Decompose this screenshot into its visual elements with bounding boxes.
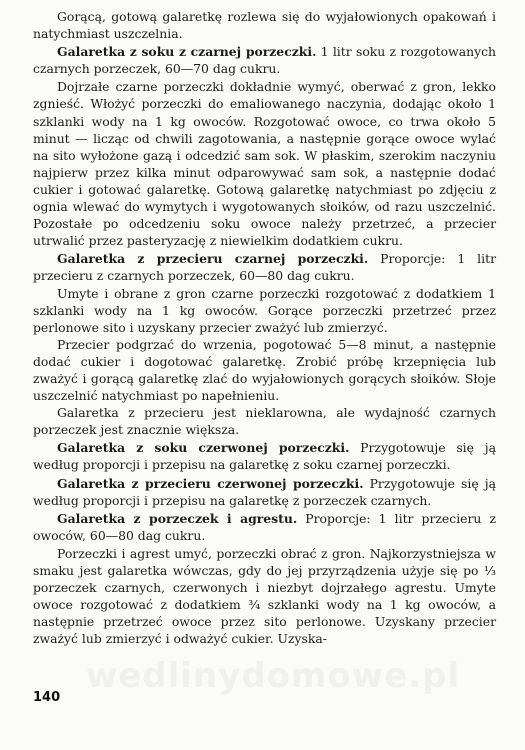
recipe-title: Galaretka z porzeczek i agrestu.	[57, 510, 298, 526]
recipe-proportions: Proporcje: 1 litr przecieru z czarnych porzeczek, 60—80 dag cukru.	[33, 251, 496, 284]
recipe-text: Przygotowuje się ją według proporcji i przepisu na galaretkę z soku czarnej porzeczki.	[33, 440, 496, 473]
page-body	[33, 8, 496, 647]
recipe-text: Przygotowuje się ją według proporcji i przepisu na galaretkę z porzeczek czarnych.	[33, 475, 496, 508]
recipe-black-currant-juice-jelly	[33, 43, 496, 77]
watermark: wedlinydomowe.pl	[85, 656, 461, 696]
paragraph-instructions: Dojrzałe czarne porzeczki dokładnie wymyć, oberwać z gron, lekko zgnieść. Włożyć porzeczki do emaliowanego naczynia, dodając około 1 szklanki wody na 1 kg owoców. Rozgotować owoce, co trwa około 5 minut — licząc od chwili zagotowania, a następnie gorące owoce wylać na sito wyłożone gazą i odcedzić sam sok. W płaskim, szerokim naczyniu najpierw przez kilka minut odparowywać sam sok, a następnie dodać cukier i gotować galaretkę. Gotową galaretkę natychmiast po zdjęciu z ognia wlewać do wymytych i wygotowanych słoików, od razu uszczelnić. Pozostałe po odcedzeniu soku owoce należy przetrzeć, a przecier utrwalić przez pasteryzację z niewielkim dodatkiem cukru.	[33, 79, 496, 249]
recipe-title: Galaretka z soku z czarnej porzeczki.	[57, 44, 317, 60]
recipe-title: Galaretka z przecieru czerwonej porzeczki.	[57, 475, 364, 491]
recipe-black-currant-puree-jelly	[33, 250, 496, 284]
recipe-title: Galaretka z soku czerwonej porzeczki.	[57, 440, 350, 456]
paragraph-instructions: Porzeczki i agrest umyć, porzeczki obrać z gron. Najkorzystniejsza w smaku jest galaretka wówczas, gdy do jej przyrządzenia użyje się po ⅓ porzeczek czarnych, czerwonych i niezbyt dojrzałego agrestu. Umyte owoce rozgotować z dodatkiem ¾ szklanki wody na 1 kg owoców, a następnie przetrzeć owoce przez sito perlonowe. Uzyskany przecier zważyć lub zmierzyć i odważyć cukier. Uzyska-	[33, 545, 496, 647]
recipe-currant-gooseberry-jelly	[33, 510, 496, 544]
paragraph-intro: Gorącą, gotową galaretkę rozlewa się do wyjałowionych opakowań i natychmiast uszczelnia.	[33, 9, 496, 42]
paragraph-note: Galaretka z przecieru jest nieklarowna, ale wydajność czarnych porzeczek jest znacznie większa.	[33, 405, 496, 438]
recipe-red-currant-puree-jelly	[33, 475, 496, 509]
recipe-red-currant-juice-jelly	[33, 439, 496, 473]
recipe-proportions: 1 litr soku z rozgotowanych czarnych porzeczek, 60—70 dag cukru.	[33, 44, 496, 77]
paragraph-instructions: Umyte i obrane z gron czarne porzeczki rozgotować z dodatkiem 1 szklanki wody na 1 kg owoców. Gorące porzeczki przetrzeć przez perlonowe sito i uzyskany przecier zważyć lub zmierzyć.	[33, 285, 496, 335]
page-number: 140	[33, 690, 61, 705]
paragraph-instructions: Przecier podgrzać do wrzenia, pogotować 5—8 minut, a następnie dodać cukier i dogotować galaretkę. Zrobić próbę krzepnięcia lub zważyć i gorącą galaretkę zlać do wyjałowionych gorących słoików. Słoje uszczelnić natychmiast po napełnieniu.	[33, 336, 496, 404]
recipe-title: Galaretka z przecieru czarnej porzeczki.	[57, 251, 369, 267]
recipe-proportions: Proporcje: 1 litr przecieru z owoców, 60—80 dag cukru.	[33, 510, 496, 543]
